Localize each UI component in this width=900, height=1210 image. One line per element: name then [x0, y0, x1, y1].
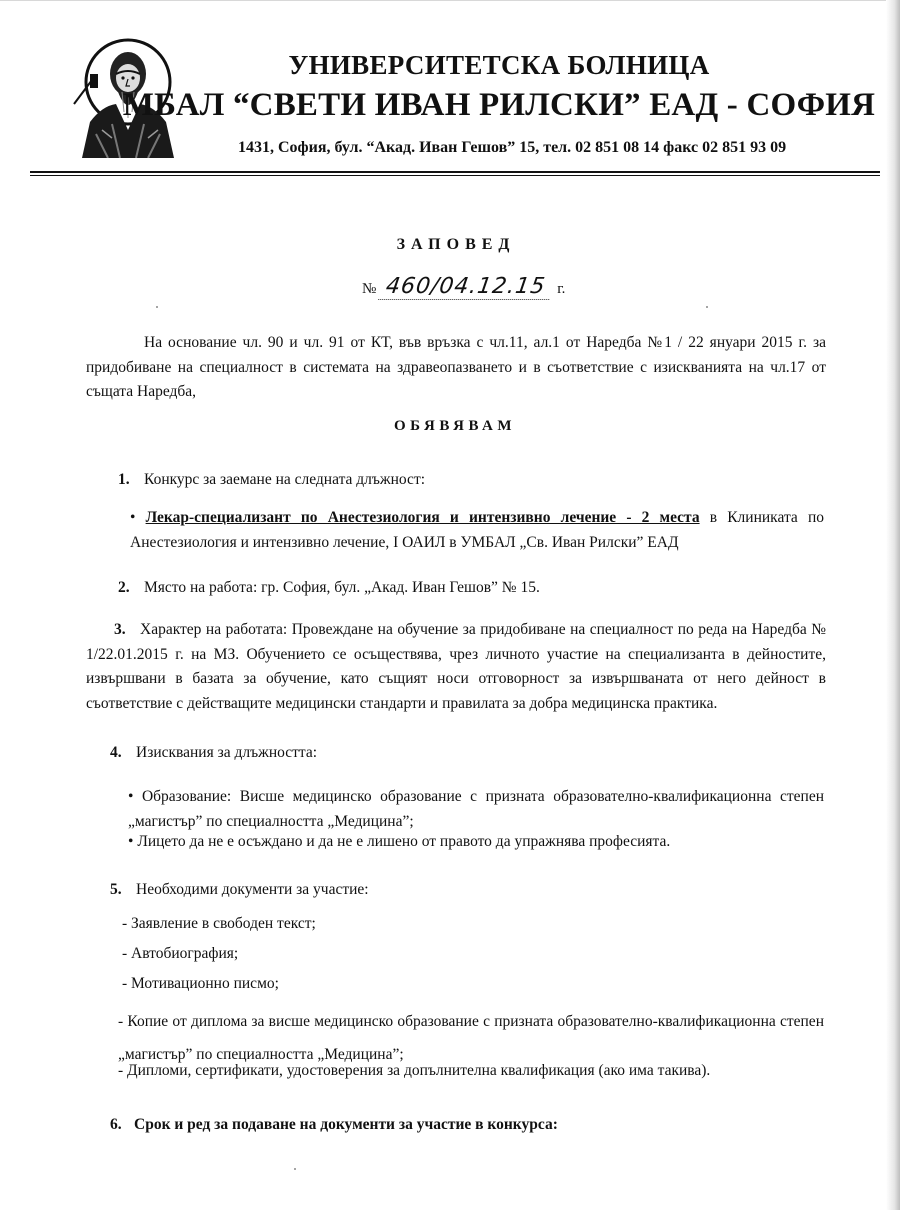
declare-heading: ОБЯВЯВАМ: [393, 418, 517, 434]
item-text: Срок и ред за подаване на документи за участие в конкурса:: [134, 1116, 558, 1133]
position-bullet: • Лекар-специализант по Анестезиология и интензивно лечение - 2 места в Клиниката по Анестезиология и интензивно лечение, I ОАИЛ в УМБАЛ „Св. Иван Рилски” ЕАД: [130, 509, 824, 551]
position-title: Лекар-специализант по Анестезиология и интензивно лечение - 2 места: [145, 509, 700, 526]
document-title: ЗАПОВЕД: [396, 236, 516, 253]
document-list-item: - Дипломи, сертификати, удостоверения за допълнителна квалификация (ако има такива).: [118, 1062, 711, 1079]
order-number-suffix: г.: [557, 281, 566, 297]
requirement-bullet: • Образование: Висше медицинско образование с призната образователно-квалификационна степен „магистър” по специалността „Медицина”;: [128, 788, 824, 830]
item-5: [110, 881, 369, 899]
item-text: Конкурс за заемане на следната длъжност:: [144, 471, 426, 488]
order-number-handwritten: 460/04.12.15: [378, 274, 553, 300]
document-list-item: - Мотивационно писмо;: [122, 975, 279, 992]
order-number: [362, 274, 565, 300]
item-text: Изисквания за длъжността:: [136, 744, 318, 761]
hospital-name-line1: УНИВЕРСИТЕТСКА БОЛНИЦА: [288, 50, 710, 80]
item-text: Място на работа: гр. София, бул. „Акад. Иван Гешов” № 15.: [144, 579, 540, 596]
item-number: 3.: [114, 621, 126, 638]
document-list-item: - Заявление в свободен текст;: [122, 915, 316, 932]
requirement-text: Лицето да не е осъждано и да не е лишено от правото да упражнява професията.: [137, 833, 671, 850]
item-3: [86, 618, 826, 716]
intro-paragraph: На основание чл. 90 и чл. 91 от КТ, във връзка с чл.11, ал.1 от Наредба №1 / 22 януари 2015 г. за придобиване на специалност в системата на здравеопазването и в съответствие с изискванията на чл.17 от същата Наредба,: [86, 334, 826, 400]
scan-speck: [294, 1168, 296, 1170]
item-number: 4.: [110, 744, 122, 761]
item-4: [110, 744, 317, 762]
requirement-bullet: • Лицето да не е осъждано и да не е лишено от правото да упражнява професията.: [128, 833, 671, 850]
item-2: [118, 579, 540, 597]
scan-speck: [706, 306, 708, 308]
item-number: 6.: [110, 1116, 122, 1133]
item-number: 2.: [118, 579, 130, 596]
item-text: Характер на работата: Провеждане на обучение за придобиване на специалност по реда на Наредба № 1/22.01.2015 г. на МЗ. Обучението се осъществява, чрез личното участие на специализанта в дейностите, извършвани в базата за обучение, като същият носи отговорност за извършваната от него дейност в съответствие с действащите медицински стандарти и правилата за добра медицинска практика.: [86, 621, 826, 712]
page-edge-shadow: [886, 0, 900, 1210]
header-divider: [30, 171, 880, 173]
requirement-text: Образование: Висше медицинско образование с призната образователно-квалификационна степен „магистър” по специалността „Медицина”;: [128, 788, 824, 830]
item-6: [110, 1116, 558, 1134]
item-1: [118, 471, 425, 489]
hospital-address: 1431, София, бул. “Акад. Иван Гешов” 15, тел. 02 851 08 14 факс 02 851 93 09: [238, 139, 787, 156]
hospital-name-line2: МБАЛ “СВЕТИ ИВАН РИЛСКИ” ЕАД - СОФИЯ: [122, 87, 876, 123]
header-divider-thin: [30, 175, 880, 176]
position-details: в Клиниката по Анестезиология и интензивно лечение, I ОАИЛ в УМБАЛ „Св. Иван Рилски” ЕАД: [130, 509, 824, 551]
order-number-prefix: №: [362, 281, 377, 297]
document-list-item: - Копие от диплома за висше медицинско образование с призната образователно-квалификационна степен „магистър” по специалността „Медицина”;: [118, 1013, 824, 1063]
document-list-item: - Автобиография;: [122, 945, 239, 962]
scan-speck: [156, 306, 158, 308]
page-top-edge: [0, 0, 900, 1]
item-number: 1.: [118, 471, 130, 488]
item-text: Необходими документи за участие:: [136, 881, 369, 898]
item-number: 5.: [110, 881, 122, 898]
